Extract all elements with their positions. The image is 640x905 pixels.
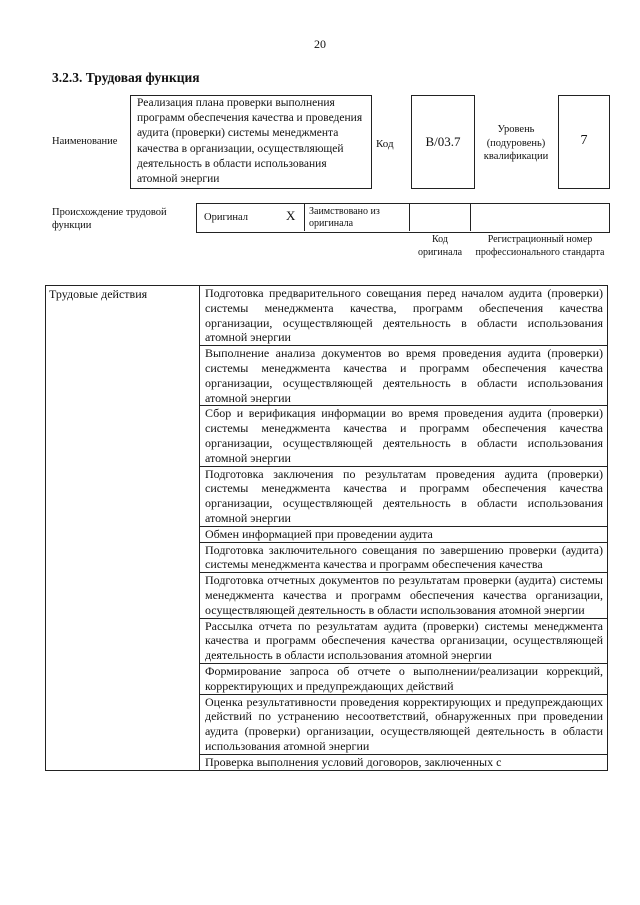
function-name: Реализация плана проверки выполнения программ обеспечения качества и проведения аудита (проверки) системы менеджмента качества в организации, осуществляющей деятельность в области использования атомной энергии bbox=[137, 97, 363, 186]
origin-label: Происхождение трудовой функции bbox=[52, 207, 167, 231]
level-label: Уровень (подуровень) квалификации bbox=[483, 124, 549, 162]
code-value: B/03.7 bbox=[425, 134, 461, 149]
original-mark: X bbox=[286, 208, 296, 223]
section-title: 3.2.3. Трудовая функция bbox=[52, 70, 200, 85]
labor-action-item: Оценка результативности проведения корректирующих и предупреждающих действий по устранению несоответствий, обнаруженных при проведении аудита (проверки) организации, осуществляющей деятельность в области использования атомной энергии bbox=[200, 694, 608, 754]
labor-action-item: Рассылка отчета по результатам аудита (проверки) системы менеджмента качества и программ обеспечения качества организации, осуществляющей деятельность в области использования атомной энергии bbox=[200, 618, 608, 663]
code-original-label: Код оригинала bbox=[417, 234, 463, 258]
labor-action-item: Подготовка отчетных документов по результатам проверки (аудита) системы менеджмента качества и программ обеспечения качества организации, осуществляющей деятельность в области использования атомной энергии bbox=[200, 573, 608, 618]
labor-actions-label: Трудовые действия bbox=[46, 286, 200, 771]
labor-action-item: Проверка выполнения условий договоров, заключенных с bbox=[200, 754, 608, 770]
labor-action-item: Формирование запроса об отчете о выполнении/реализации коррекций, корректирующих и предупреждающих действий bbox=[200, 663, 608, 694]
labor-action-item: Подготовка предварительного совещания перед началом аудита (проверки) системы менеджмента качества, программ обеспечения качества организации, осуществляющей деятельность в области использования атомной энергии bbox=[200, 286, 608, 346]
origin-cell-code bbox=[410, 203, 471, 231]
labor-action-item: Подготовка заключения по результатам проведения аудита (проверки) системы менеджмента качества и программ обеспечения качества организации, осуществляющей деятельность в области использования атомной энергии bbox=[200, 466, 608, 526]
labor-actions-body bbox=[46, 286, 608, 771]
page-number: 20 bbox=[314, 37, 326, 51]
reg-number-label: Регистрационный номер профессионального стандарта bbox=[475, 234, 605, 258]
table-row bbox=[46, 286, 608, 346]
borrowed-label: Заимствовано из оригинала bbox=[309, 206, 380, 229]
name-label: Наименование bbox=[52, 136, 118, 147]
code-label: Код bbox=[376, 138, 394, 150]
labor-action-item: Сбор и верификация информации во время проведения аудита (проверки) системы менеджмента качества и программ обеспечения качества организации, осуществляющей деятельность в области использования атомной энергии bbox=[200, 406, 608, 466]
labor-action-item: Выполнение анализа документов во время проведения аудита (проверки) системы менеджмента качества и программ обеспечения качества организации, осуществляющей деятельность в области использования атомной энергии bbox=[200, 346, 608, 406]
labor-action-item: Обмен информацией при проведении аудита bbox=[200, 526, 608, 542]
labor-action-item: Подготовка заключительного совещания по завершению проверки (аудита) системы менеджмента качества и программ обеспечения качества bbox=[200, 542, 608, 573]
labor-actions-table bbox=[45, 285, 608, 771]
original-label: Оригинал bbox=[204, 212, 248, 223]
level-value: 7 bbox=[580, 133, 588, 148]
